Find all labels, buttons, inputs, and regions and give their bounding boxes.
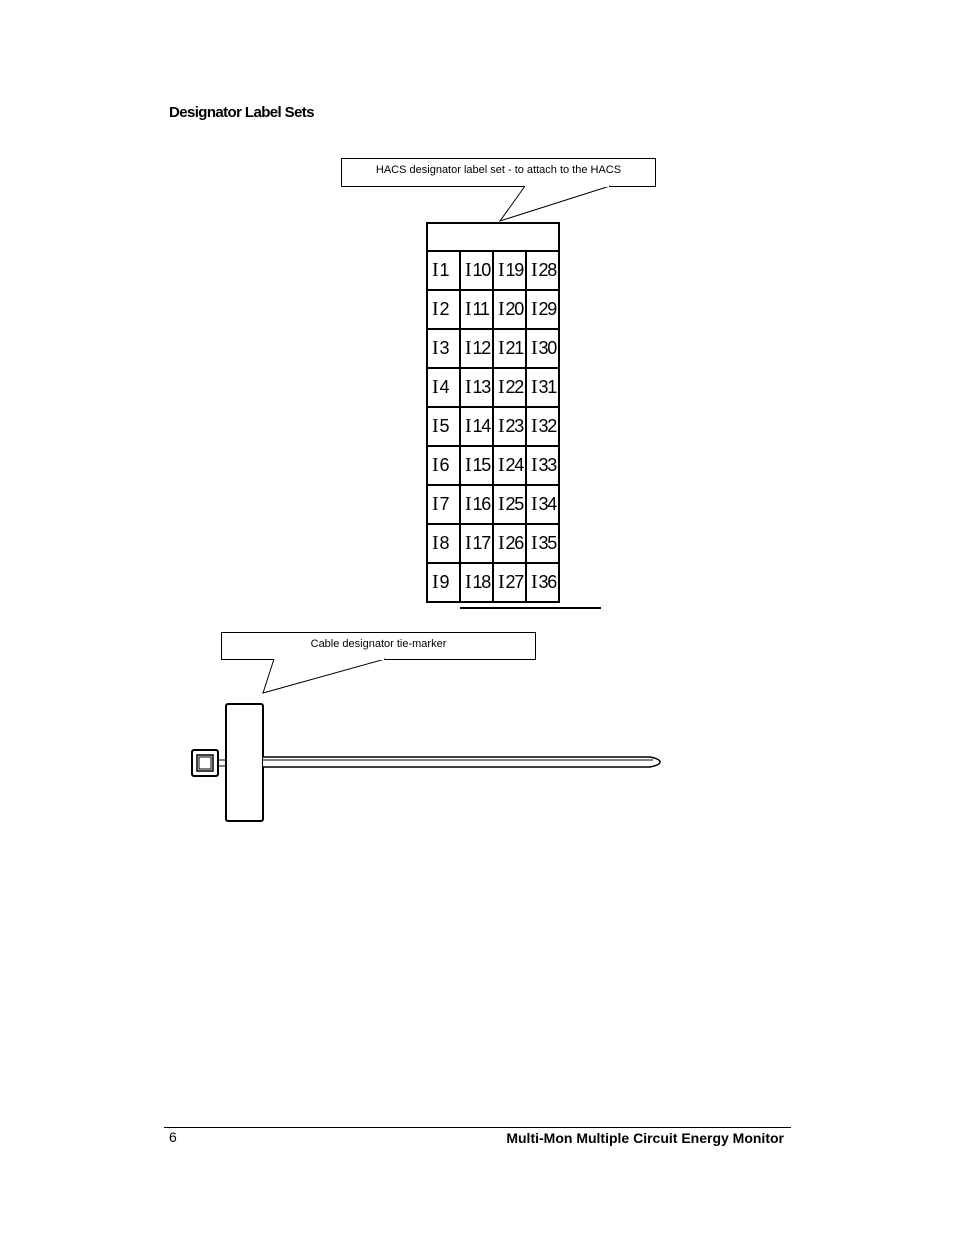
designator-number: 10	[472, 260, 491, 280]
designator-label	[526, 368, 559, 407]
designator-prefix: I	[432, 571, 438, 593]
designator-number: 19	[505, 260, 524, 280]
label-sheet-header	[427, 223, 559, 251]
designator-prefix: I	[531, 376, 537, 398]
designator-prefix: I	[465, 259, 471, 281]
designator-prefix: I	[498, 376, 504, 398]
designator-prefix: I	[498, 532, 504, 554]
designator-prefix: I	[432, 493, 438, 515]
designator-label	[427, 485, 460, 524]
designator-prefix: I	[498, 298, 504, 320]
designator-number: 5	[439, 416, 449, 436]
designator-prefix: I	[531, 532, 537, 554]
designator-prefix: I	[465, 298, 471, 320]
footer-title: Multi-Mon Multiple Circuit Energy Monitor	[506, 1130, 784, 1146]
designator-prefix: I	[498, 571, 504, 593]
designator-prefix: I	[531, 259, 537, 281]
designator-label	[427, 563, 460, 602]
designator-label	[460, 524, 493, 563]
designator-label	[493, 290, 526, 329]
designator-prefix: I	[498, 415, 504, 437]
label-grid	[426, 222, 560, 603]
designator-prefix: I	[465, 415, 471, 437]
designator-number: 30	[538, 338, 557, 358]
designator-label	[427, 524, 460, 563]
label-row	[427, 407, 559, 446]
designator-number: 20	[505, 299, 524, 319]
designator-label	[526, 485, 559, 524]
designator-number: 34	[538, 494, 557, 514]
designator-label	[427, 329, 460, 368]
tie-head-icon	[192, 750, 218, 776]
designator-prefix: I	[432, 259, 438, 281]
designator-label	[427, 368, 460, 407]
designator-number: 28	[538, 260, 557, 280]
designator-label	[493, 407, 526, 446]
tie-marker-callout	[221, 632, 536, 660]
designator-number: 9	[439, 572, 449, 592]
designator-prefix: I	[432, 376, 438, 398]
designator-number: 27	[505, 572, 524, 592]
designator-prefix: I	[465, 571, 471, 593]
designator-number: 11	[472, 299, 489, 319]
designator-number: 16	[472, 494, 491, 514]
designator-prefix: I	[531, 571, 537, 593]
hacs-callout	[341, 158, 656, 187]
designator-label	[460, 251, 493, 290]
designator-label	[493, 563, 526, 602]
hacs-callout-text: HACS designator label set - to attach to the HACS	[375, 164, 622, 176]
designator-number: 26	[505, 533, 524, 553]
designator-label	[526, 446, 559, 485]
tie-strap	[263, 757, 660, 767]
designator-prefix: I	[432, 337, 438, 359]
label-row	[427, 251, 559, 290]
designator-label	[526, 251, 559, 290]
designator-label	[493, 329, 526, 368]
label-row	[427, 524, 559, 563]
designator-number: 25	[505, 494, 524, 514]
designator-prefix: I	[531, 454, 537, 476]
designator-number: 33	[538, 455, 557, 475]
label-row	[427, 290, 559, 329]
designator-label	[493, 524, 526, 563]
tie-marker-callout-text: Cable designator tie-marker	[310, 638, 447, 650]
label-row	[427, 368, 559, 407]
designator-prefix: I	[465, 337, 471, 359]
designator-number: 13	[472, 377, 491, 397]
designator-number: 22	[505, 377, 524, 397]
designator-label	[427, 446, 460, 485]
designator-label	[526, 290, 559, 329]
designator-label	[460, 368, 493, 407]
designator-number: 35	[538, 533, 557, 553]
designator-prefix: I	[432, 298, 438, 320]
designator-prefix: I	[432, 454, 438, 476]
designator-label	[493, 485, 526, 524]
designator-label	[526, 524, 559, 563]
label-sheet-base-line	[460, 607, 601, 609]
designator-label	[427, 407, 460, 446]
designator-number: 4	[439, 377, 449, 397]
footer-rule	[164, 1127, 791, 1128]
designator-prefix: I	[465, 493, 471, 515]
designator-prefix: I	[531, 337, 537, 359]
designator-label	[493, 368, 526, 407]
section-heading: Designator Label Sets	[169, 104, 314, 121]
designator-prefix: I	[465, 376, 471, 398]
designator-prefix: I	[531, 415, 537, 437]
tie-marker-tag	[226, 704, 263, 821]
designator-label	[460, 290, 493, 329]
designator-label	[493, 251, 526, 290]
designator-label	[460, 407, 493, 446]
designator-prefix: I	[465, 532, 471, 554]
designator-number: 32	[538, 416, 557, 436]
designator-number: 24	[505, 455, 524, 475]
designator-label	[460, 485, 493, 524]
label-row	[427, 563, 559, 602]
designator-label	[526, 563, 559, 602]
designator-label	[526, 329, 559, 368]
designator-prefix: I	[465, 454, 471, 476]
page-number: 6	[169, 1129, 177, 1145]
hacs-label-sheet	[426, 222, 560, 603]
designator-number: 8	[439, 533, 449, 553]
designator-prefix: I	[498, 259, 504, 281]
designator-prefix: I	[498, 493, 504, 515]
designator-prefix: I	[531, 298, 537, 320]
designator-number: 31	[538, 377, 557, 397]
label-row	[427, 485, 559, 524]
designator-number: 36	[538, 572, 557, 592]
designator-label	[427, 251, 460, 290]
designator-prefix: I	[498, 454, 504, 476]
designator-prefix: I	[498, 337, 504, 359]
designator-number: 7	[439, 494, 449, 514]
designator-label	[460, 446, 493, 485]
designator-number: 21	[505, 338, 524, 358]
designator-label	[427, 290, 460, 329]
designator-number: 6	[439, 455, 449, 475]
designator-number: 17	[472, 533, 491, 553]
designator-number: 29	[538, 299, 557, 319]
designator-label	[460, 563, 493, 602]
designator-prefix: I	[432, 415, 438, 437]
designator-label	[493, 446, 526, 485]
designator-number: 12	[472, 338, 491, 358]
label-row	[427, 446, 559, 485]
designator-number: 14	[472, 416, 491, 436]
designator-prefix: I	[531, 493, 537, 515]
designator-label	[460, 329, 493, 368]
designator-number: 2	[439, 299, 449, 319]
designator-number: 1	[439, 260, 449, 280]
designator-number: 18	[472, 572, 491, 592]
designator-prefix: I	[432, 532, 438, 554]
designator-number: 3	[439, 338, 449, 358]
designator-number: 15	[472, 455, 491, 475]
designator-label	[526, 407, 559, 446]
designator-number: 23	[505, 416, 524, 436]
label-row	[427, 329, 559, 368]
